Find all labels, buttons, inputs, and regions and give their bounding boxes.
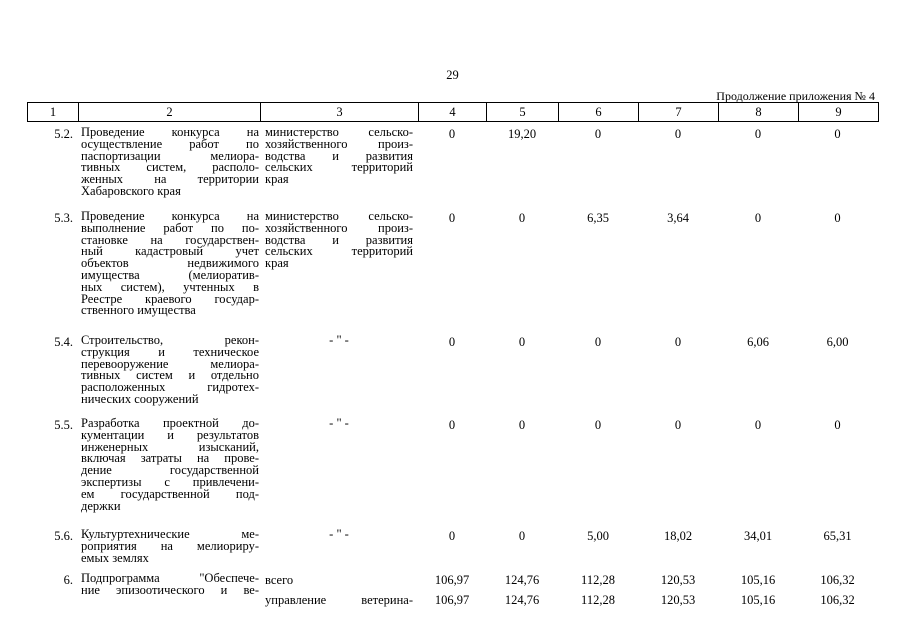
row-name-line: ный кадастровый учет bbox=[81, 244, 259, 259]
subrow-value-col-6: 112,28 bbox=[581, 573, 615, 587]
row-value-col-5: 0 bbox=[518, 529, 526, 543]
row-name-line: включая затраты на прове- bbox=[81, 451, 259, 466]
row-name-line: Культуртехнические ме- bbox=[81, 527, 259, 541]
row-name-line: Разработка проектной до- bbox=[81, 416, 259, 430]
subrow-value-col-5: 124,76 bbox=[504, 593, 540, 607]
subrow-value-col-6: 112,28 bbox=[581, 593, 615, 607]
row-value-col-7: 0 bbox=[674, 335, 682, 349]
row-number: 5.6. bbox=[54, 529, 73, 543]
row-value-col-8: 0 bbox=[754, 127, 762, 141]
row-value-col-8: 34,01 bbox=[743, 529, 773, 543]
row-value-col-8: 0 bbox=[754, 211, 762, 225]
row-name-line: Строительство, рекон- bbox=[81, 333, 259, 347]
row-executor-line: края bbox=[265, 172, 289, 187]
row-name-line: выполнение работ по по- bbox=[81, 220, 259, 235]
header-col-2: 2 bbox=[79, 103, 261, 121]
row-name-line: экспертизы с привлечени- bbox=[81, 474, 259, 489]
row-value-col-5: 0 bbox=[518, 418, 526, 432]
row-value-col-5: 19,20 bbox=[507, 127, 537, 141]
row-value-col-6: 5,00 bbox=[587, 529, 609, 543]
row-executor-line: хозяйственного произ- bbox=[265, 136, 413, 151]
row-number: 5.2. bbox=[54, 127, 73, 141]
row-name-line: становке на государствен- bbox=[81, 232, 259, 247]
row-value-col-4: 0 bbox=[448, 127, 456, 141]
row-name-line: Проведение конкурса на bbox=[81, 125, 259, 139]
row-value-col-6: 0 bbox=[594, 127, 602, 141]
row-name-line: Хабаровского края bbox=[81, 183, 181, 198]
row-name bbox=[81, 127, 259, 198]
row-value-col-4: 0 bbox=[448, 529, 456, 543]
row-value-col-7: 3,64 bbox=[667, 211, 689, 225]
subrow-value-col-8: 105,16 bbox=[740, 573, 776, 587]
row-value-col-8: 0 bbox=[754, 418, 762, 432]
row-name-line: Подпрограмма "Обеспече- bbox=[81, 571, 259, 585]
row-name bbox=[81, 335, 259, 406]
row-name-line: объектов недвижимого bbox=[81, 256, 259, 271]
table-header bbox=[27, 102, 879, 122]
row-value-col-9: 0 bbox=[834, 418, 841, 432]
row-executor-line: министерство сельско- bbox=[265, 209, 413, 223]
row-executor: - " - bbox=[329, 416, 349, 430]
row-name-line: ние эпизоотического и ве- bbox=[81, 582, 259, 597]
subrow-value-col-5: 124,76 bbox=[504, 573, 540, 587]
row-value-col-6: 0 bbox=[594, 418, 602, 432]
row-name-line: ем государственной под- bbox=[81, 486, 259, 501]
row-value-col-9: 0 bbox=[834, 127, 841, 141]
row-name-line: имущества (мелиоратив- bbox=[81, 267, 259, 282]
row-name-line: женных на территории bbox=[81, 172, 259, 187]
row-name bbox=[81, 211, 259, 317]
row-number: 5.3. bbox=[54, 211, 73, 225]
row-value-col-5: 0 bbox=[518, 211, 526, 225]
row-executor: - " - bbox=[329, 333, 349, 347]
row-number: 5.5. bbox=[54, 418, 73, 432]
row-name-line: ственного имущества bbox=[81, 303, 196, 318]
row-value-col-9: 65,31 bbox=[823, 529, 852, 543]
subrow-value-col-9: 106,32 bbox=[820, 593, 855, 607]
row-executor-line: сельских территорий bbox=[265, 160, 413, 175]
row-name-line: перевооружение мелиора- bbox=[81, 356, 259, 371]
row-executor-line: министерство сельско- bbox=[265, 125, 413, 139]
row-name-line: роприятия на мелиориру- bbox=[81, 538, 259, 553]
row-executor-line: водства и развития bbox=[265, 232, 413, 247]
row-value-col-8: 6,06 bbox=[747, 335, 769, 349]
row-name bbox=[81, 418, 259, 512]
row-value-col-7: 0 bbox=[674, 127, 682, 141]
row-value-col-4: 0 bbox=[448, 335, 456, 349]
row-value-col-9: 0 bbox=[834, 211, 841, 225]
subrow-value-col-4: 106,97 bbox=[434, 593, 470, 607]
header-col-7: 7 bbox=[639, 103, 719, 121]
subrow-executor: управление ветерина- bbox=[265, 593, 413, 607]
row-executor-line: хозяйственного произ- bbox=[265, 220, 413, 235]
row-name-line: Реестре краевого государ- bbox=[81, 291, 259, 306]
header-col-6: 6 bbox=[559, 103, 639, 121]
row-name-line: дение государственной bbox=[81, 463, 259, 478]
header-col-5: 5 bbox=[487, 103, 559, 121]
row-value-col-7: 18,02 bbox=[663, 529, 693, 543]
row-executor-line: края bbox=[265, 256, 289, 271]
subrow-value-col-4: 106,97 bbox=[434, 573, 470, 587]
row-value-col-4: 0 bbox=[448, 418, 456, 432]
row-value-col-7: 0 bbox=[674, 418, 682, 432]
header-col-9: 9 bbox=[835, 105, 842, 119]
subrow-value-col-7: 120,53 bbox=[660, 593, 696, 607]
header-col-1: 1 bbox=[28, 103, 79, 121]
subrow-value-col-8: 105,16 bbox=[740, 593, 776, 607]
row-name-line: инженерных изысканий, bbox=[81, 439, 259, 454]
row-name-line: тивных систем и отдельно bbox=[81, 368, 259, 383]
header-col-8: 8 bbox=[719, 103, 799, 121]
row-executor-line: сельских территорий bbox=[265, 244, 413, 259]
row-executor bbox=[265, 211, 413, 270]
row-value-col-5: 0 bbox=[518, 335, 526, 349]
row-value-col-6: 0 bbox=[594, 335, 602, 349]
row-name-line: осуществление работ по bbox=[81, 136, 259, 151]
row-value-col-6: 6,35 bbox=[587, 211, 609, 225]
row-executor-line: водства и развития bbox=[265, 148, 413, 163]
row-name-line: нических сооружений bbox=[81, 391, 199, 406]
row-name bbox=[81, 573, 259, 597]
row-name-line: кументации и результатов bbox=[81, 427, 259, 442]
row-name-line: паспортизации мелиора- bbox=[81, 148, 259, 163]
row-executor bbox=[265, 127, 413, 186]
subrow-executor: всего bbox=[265, 573, 294, 587]
row-name bbox=[81, 529, 259, 564]
row-number: 5.4. bbox=[54, 335, 73, 349]
subrow-value-col-7: 120,53 bbox=[660, 573, 696, 587]
row-value-col-9: 6,00 bbox=[826, 335, 849, 349]
row-executor: - " - bbox=[329, 527, 349, 541]
continuation-label: Продолжение приложения № 4 bbox=[716, 89, 875, 103]
row-name-line: держки bbox=[81, 498, 121, 513]
row-value-col-4: 0 bbox=[448, 211, 456, 225]
row-name-line: емых землях bbox=[81, 550, 149, 565]
header-col-4: 4 bbox=[419, 103, 487, 121]
page-number: 29 bbox=[446, 68, 459, 82]
row-name-line: Проведение конкурса на bbox=[81, 209, 259, 223]
row-name-line: ных систем), учтенных в bbox=[81, 279, 259, 294]
row-name-line: расположенных гидротех- bbox=[81, 380, 259, 395]
row-name-line: струкция и техническое bbox=[81, 344, 259, 359]
row-name-line: тивных систем, располо- bbox=[81, 160, 259, 175]
row-number: 6. bbox=[63, 573, 73, 587]
subrow-value-col-9: 106,32 bbox=[820, 573, 855, 587]
header-col-3: 3 bbox=[261, 103, 419, 121]
